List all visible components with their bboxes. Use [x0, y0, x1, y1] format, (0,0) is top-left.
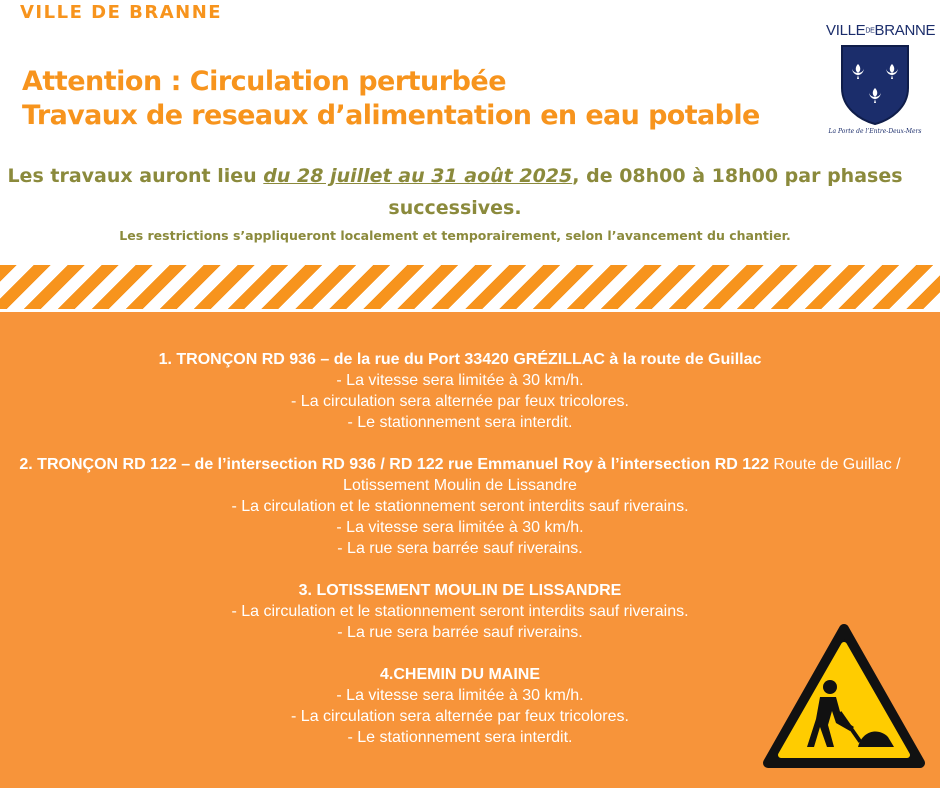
section-2: [0, 454, 920, 559]
section-line: - La circulation et le stationnement seront interdits sauf riverains.: [231, 498, 689, 515]
section-line: - Le stationnement sera interdit.: [347, 414, 573, 431]
section-heading: 3. LOTISSEMENT MOULIN DE LISSANDRE: [298, 582, 622, 599]
hazard-stripes: [0, 265, 940, 309]
section-line: - La circulation et le stationnement seront interdits sauf riverains.: [231, 603, 689, 620]
section-line: - Le stationnement sera interdit.: [347, 729, 573, 746]
logo-motto: La Porte de l’Entre-Deux-Mers: [828, 128, 922, 135]
section-1: [0, 349, 920, 433]
section-heading: 1. TRONÇON RD 936 – de la rue du Port 33420 GRÉZILLAC à la route de Guillac: [158, 351, 762, 368]
section-line: - La circulation sera alternée par feux tricolores.: [291, 393, 629, 410]
intro-note: Les restrictions s’appliqueront localement et temporairement, selon l’avancement du chantier.: [119, 228, 791, 243]
section-line: - La rue sera barrée sauf riverains.: [337, 540, 583, 557]
roadwork-warning-sign-icon: [762, 623, 926, 771]
page-title: Attention : Circulation perturbée: [22, 66, 507, 97]
section-line: - La vitesse sera limitée à 30 km/h.: [336, 519, 584, 536]
coat-of-arms-icon: [840, 44, 910, 126]
section-heading: 4.CHEMIN DU MAINE: [379, 666, 540, 683]
town-logo: [826, 20, 936, 144]
section-line: - La vitesse sera limitée à 30 km/h.: [336, 372, 584, 389]
intro-dates: du 28 juillet au 31 août 2025: [263, 165, 573, 187]
section-line: - La vitesse sera limitée à 30 km/h.: [336, 687, 584, 704]
intro-text: Les travaux auront lieu du 28 juillet au 31 août 2025, de 08h00 à 18h00 par phases successives.: [7, 165, 903, 219]
section-heading: 2. TRONÇON RD 122 – de l’intersection RD 936 / RD 122 rue Emmanuel Roy à l’intersection RD 122 Route de Guillac / Lotissement Moulin de Lissandre: [19, 456, 901, 494]
page-subtitle: Travaux de reseaux d’alimentation en eau potable: [22, 100, 760, 131]
logo-brand: VILLEDEBRANNE: [826, 22, 936, 39]
section-line: - La rue sera barrée sauf riverains.: [337, 624, 583, 641]
org-name: VILLE DE BRANNE: [20, 2, 223, 23]
section-line: - La circulation sera alternée par feux tricolores.: [291, 708, 629, 725]
